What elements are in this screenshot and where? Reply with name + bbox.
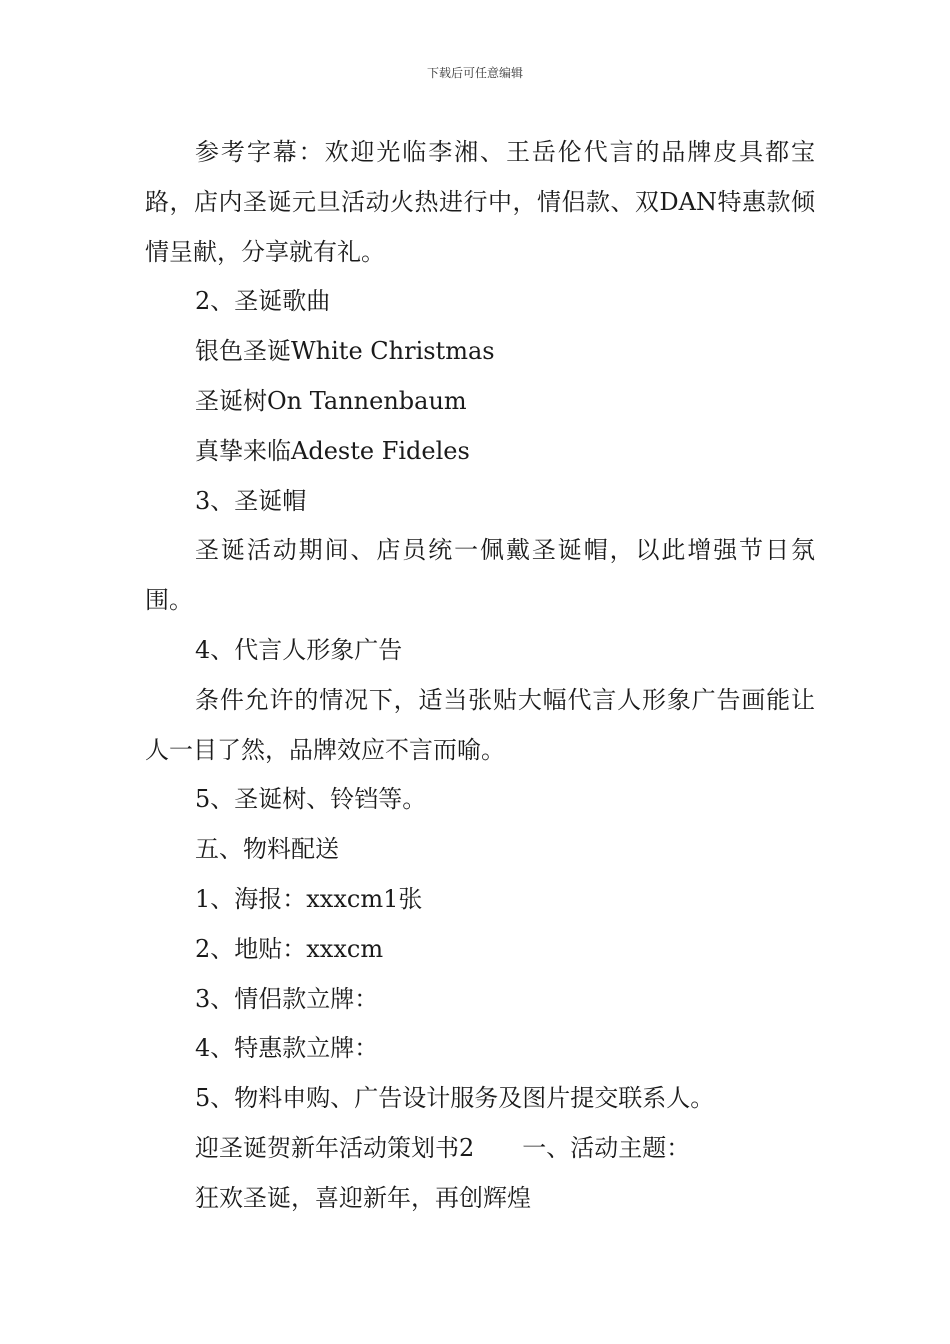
paragraph-material-couple-stand: 3、情侣款立牌： bbox=[195, 984, 379, 1013]
paragraph-heading-christmas-hat: 3、圣诞帽 bbox=[195, 486, 307, 515]
paragraph-song-adeste-fideles: 真挚来临Adeste Fideles bbox=[195, 436, 470, 465]
document-body bbox=[145, 128, 815, 1224]
paragraph-caption-reference: 参考字幕：欢迎光临李湘、王岳伦代言的品牌皮具都宝路，店内圣诞元旦活动火热进行中，情侣款、双DAN特惠款倾情呈献，分享就有礼。 bbox=[145, 138, 815, 266]
paragraph-spokesperson-ad-body: 条件允许的情况下，适当张贴大幅代言人形象广告画能让人一目了然，品牌效应不言而喻。 bbox=[145, 685, 815, 764]
paragraph-material-poster: 1、海报：xxxcm1张 bbox=[195, 884, 423, 913]
paragraph-material-contact: 5、物料申购、广告设计服务及图片提交联系人。 bbox=[195, 1084, 715, 1113]
paragraph-song-white-christmas: 银色圣诞White Christmas bbox=[195, 337, 495, 366]
paragraph-heading-materials: 五、物料配送 bbox=[195, 835, 339, 864]
paragraph-song-tannenbaum: 圣诞树On Tannenbaum bbox=[195, 386, 467, 415]
paragraph-material-special-stand: 4、特惠款立牌： bbox=[195, 1034, 379, 1063]
paragraph-plan-2-title: 迎圣诞贺新年活动策划书2 一、活动主题： bbox=[195, 1133, 691, 1162]
paragraph-heading-christmas-songs: 2、圣诞歌曲 bbox=[195, 287, 331, 316]
page-header-note: 下载后可任意编辑 bbox=[426, 66, 523, 80]
paragraph-christmas-hat-body: 圣诞活动期间、店员统一佩戴圣诞帽，以此增强节日氛围。 bbox=[145, 536, 815, 615]
paragraph-tree-bells: 5、圣诞树、铃铛等。 bbox=[195, 785, 427, 814]
paragraph-theme-slogan: 狂欢圣诞，喜迎新年，再创辉煌 bbox=[195, 1183, 531, 1212]
paragraph-material-floor-sticker: 2、地贴：xxxcm bbox=[195, 934, 384, 963]
paragraph-heading-spokesperson-ad: 4、代言人形象广告 bbox=[195, 635, 403, 664]
